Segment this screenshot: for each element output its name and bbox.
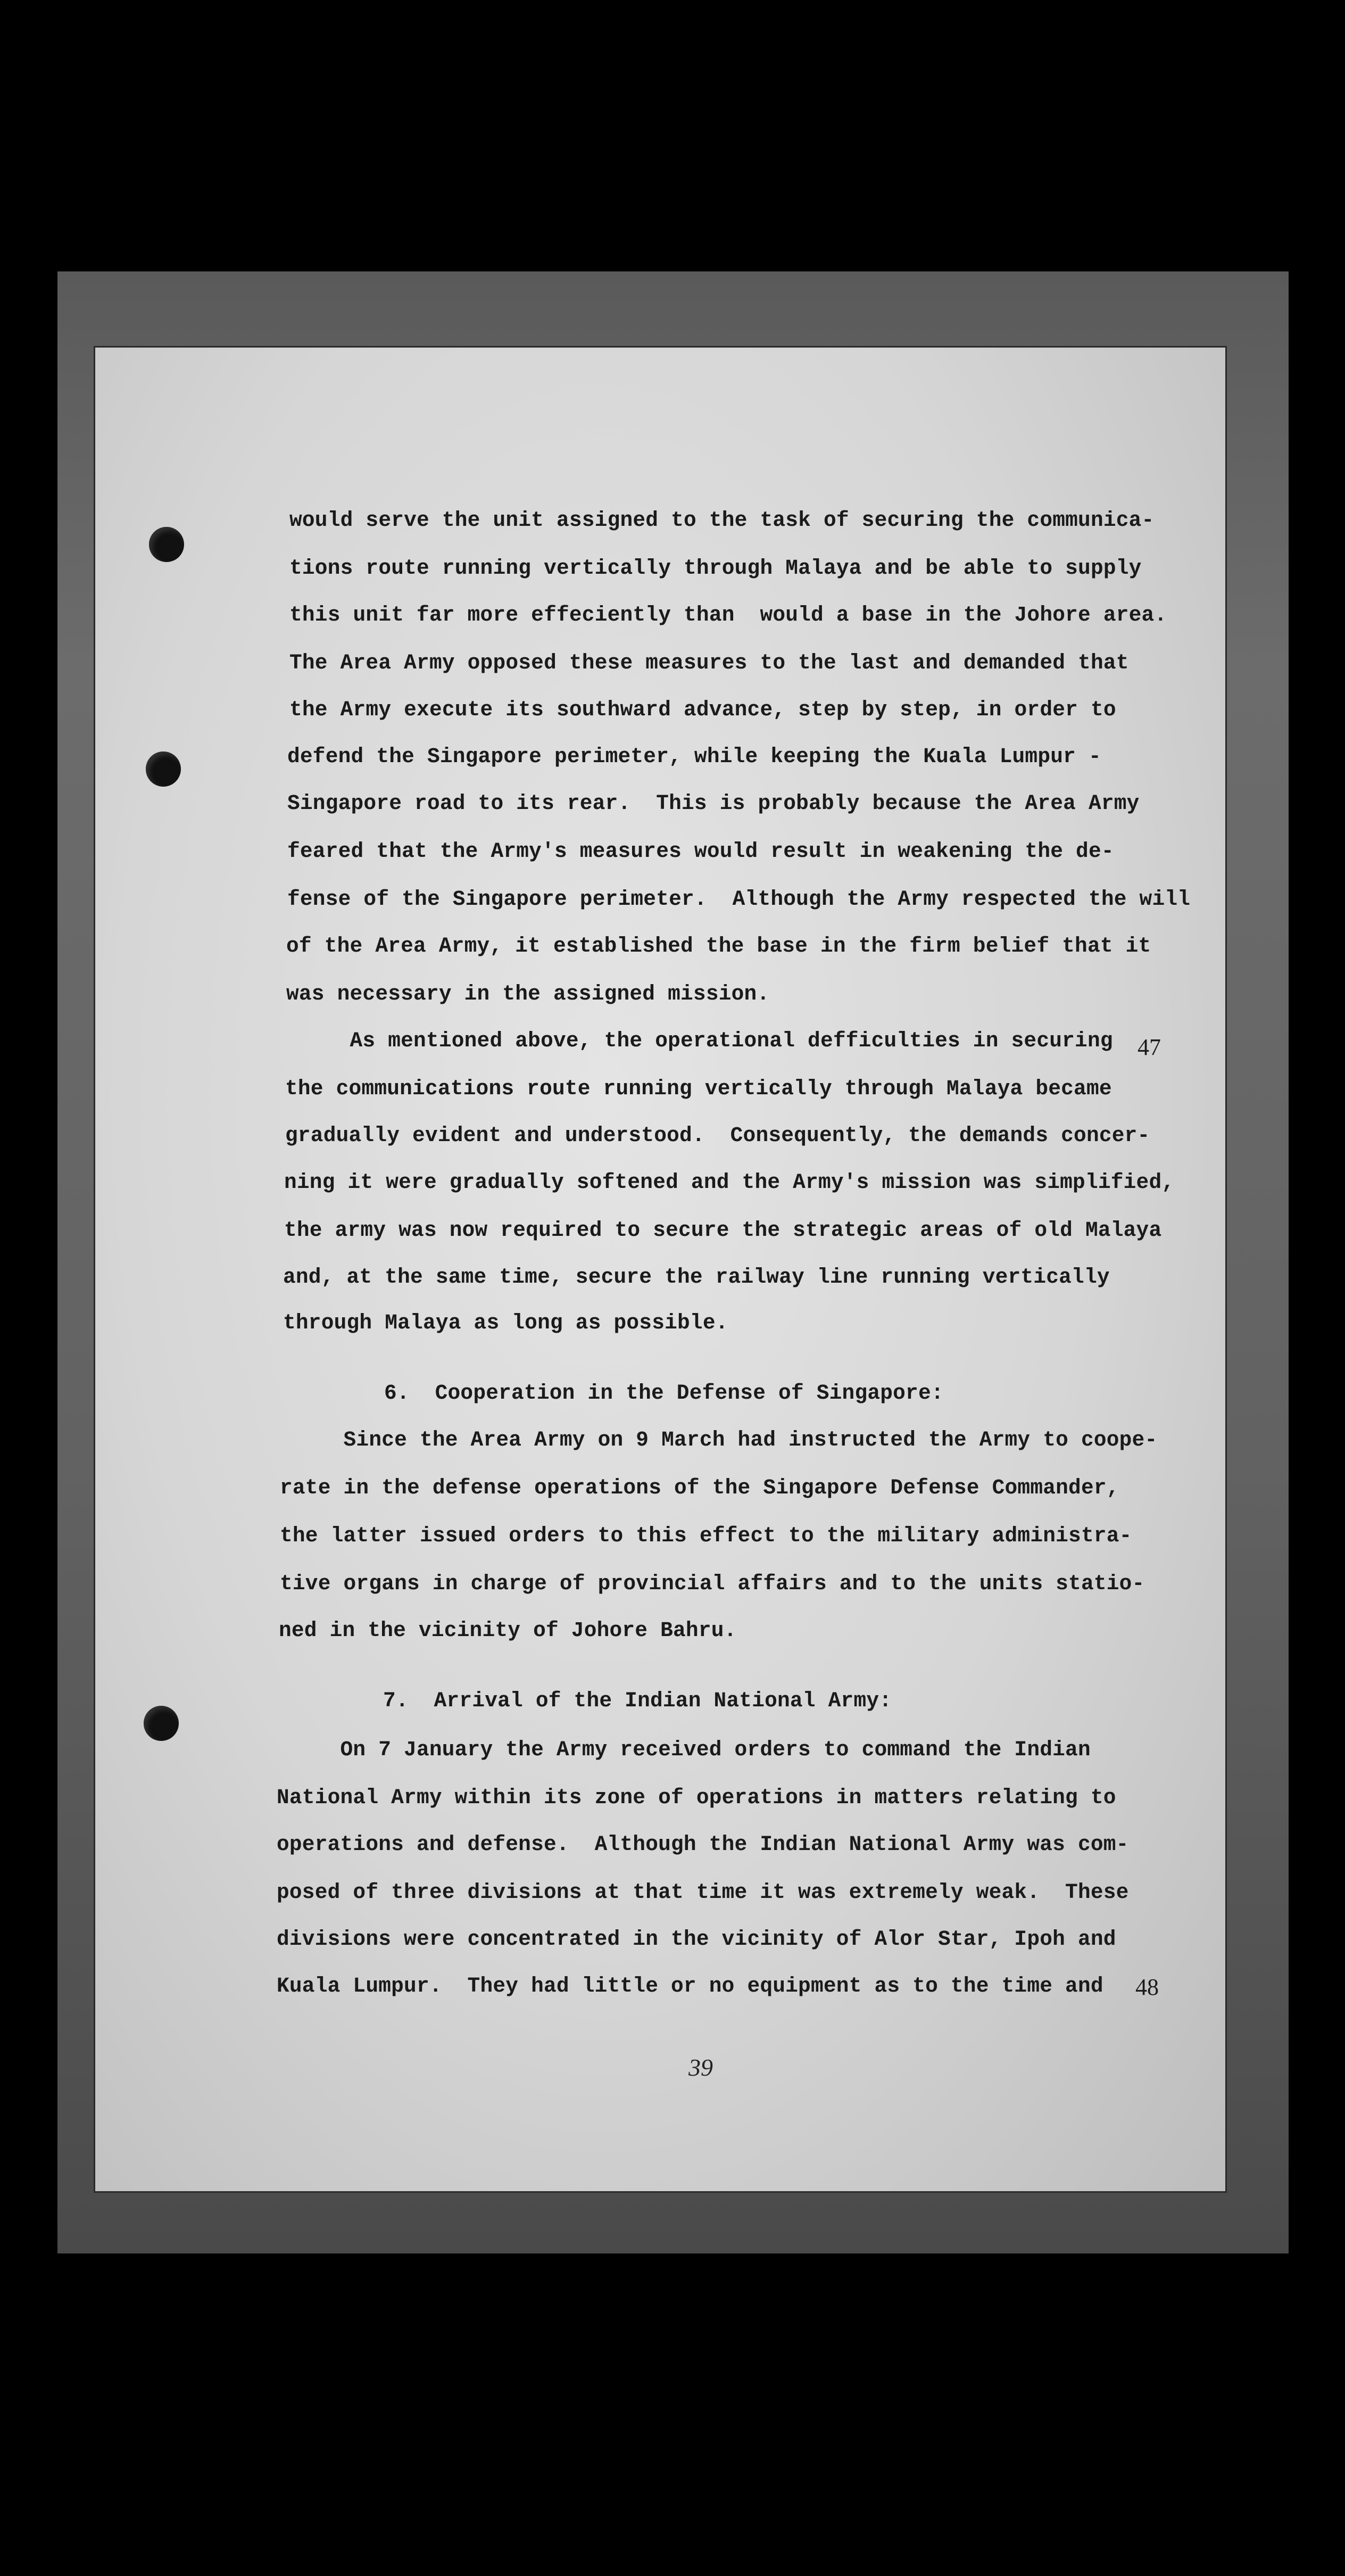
text-line: On 7 January the Army received orders to command the Indian	[277, 1738, 1091, 1762]
text-line: operations and defense. Although the Indian National Army was com-	[277, 1832, 1129, 1856]
binder-hole	[149, 527, 184, 562]
page-number: 39	[688, 2054, 713, 2081]
text-line: posed of three divisions at that time it was extremely weak. These	[277, 1880, 1129, 1904]
text-line: The Area Army opposed these measures to the last and demanded that	[289, 651, 1129, 675]
binder-hole	[144, 1706, 179, 1741]
text-line: this unit far more effeciently than would a base in the Johore area.	[289, 603, 1167, 627]
text-line: was necessary in the assigned mission.	[286, 982, 770, 1006]
text-line: divisions were concentrated in the vicinity of Alor Star, Ipoh and	[277, 1927, 1116, 1951]
text-line: would serve the unit assigned to the task of securing the communica-	[289, 508, 1155, 532]
text-line: the communications route running vertically through Malaya became	[285, 1077, 1112, 1101]
text-line: and, at the same time, secure the railway line running vertically	[283, 1265, 1110, 1289]
text-line: of the Area Army, it established the base in the firm belief that it	[286, 934, 1151, 958]
text-line: Kuala Lumpur. They had little or no equipment as to the time and	[277, 1974, 1103, 1998]
text-line: the latter issued orders to this effect to the military administra-	[280, 1524, 1132, 1548]
text-line: rate in the defense operations of the Singapore Defense Commander,	[280, 1476, 1119, 1500]
text-line: Since the Area Army on 9 March had instructed the Army to coope-	[280, 1428, 1158, 1452]
text-line: Singapore road to its rear. This is probably because the Area Army	[287, 791, 1140, 815]
section-heading: 7. Arrival of the Indian National Army:	[383, 1689, 892, 1713]
binder-hole	[146, 752, 181, 787]
text-line: As mentioned above, the operational defficulties in securing	[286, 1029, 1113, 1053]
text-line: the Army execute its southward advance, step by step, in order to	[289, 698, 1116, 722]
text-line: fense of the Singapore perimeter. Although the Army respected the will	[287, 887, 1191, 911]
text-line: feared that the Army's measures would result in weakening the de-	[287, 839, 1114, 863]
margin-note: 48	[1135, 1974, 1159, 2000]
text-line: tive organs in charge of provincial affairs and to the units statio-	[280, 1572, 1145, 1596]
margin-note: 47	[1138, 1034, 1161, 1060]
text-line: through Malaya as long as possible.	[283, 1311, 728, 1335]
section-heading: 6. Cooperation in the Defense of Singapore:	[384, 1381, 944, 1405]
text-line: gradually evident and understood. Consequently, the demands concer-	[285, 1124, 1150, 1147]
text-line: National Army within its zone of operations in matters relating to	[277, 1786, 1116, 1810]
text-line: tions route running vertically through Malaya and be able to supply	[289, 556, 1142, 580]
text-line: defend the Singapore perimeter, while keeping the Kuala Lumpur -	[287, 745, 1101, 769]
text-line: ning it were gradually softened and the Army's mission was simplified,	[284, 1170, 1175, 1194]
text-line: the army was now required to secure the strategic areas of old Malaya	[284, 1218, 1162, 1242]
text-line: ned in the vicinity of Johore Bahru.	[279, 1619, 737, 1642]
